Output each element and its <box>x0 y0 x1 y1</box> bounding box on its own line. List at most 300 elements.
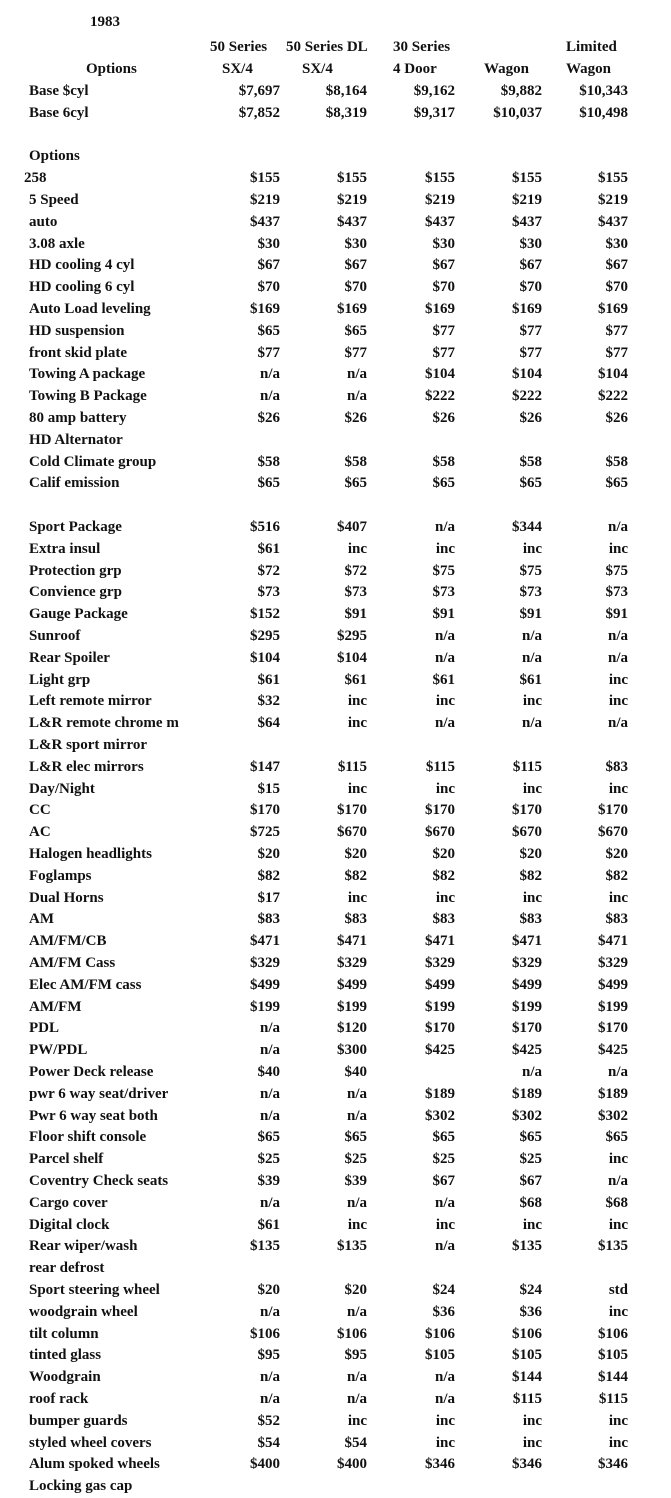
price-cell: $61 <box>257 671 280 688</box>
price-cell: inc <box>347 693 367 710</box>
price-cell: $73 <box>605 584 628 601</box>
price-cell: $329 <box>512 955 542 971</box>
price-cell: $61 <box>257 540 280 557</box>
price-cell: $77 <box>605 344 628 361</box>
table-row <box>0 168 671 190</box>
price-cell: $300 <box>337 1042 367 1059</box>
row-label: HD suspension <box>29 322 125 339</box>
price-cell: n/a <box>521 715 542 732</box>
table-row <box>0 648 671 670</box>
price-cell: $26 <box>605 410 628 426</box>
price-cell: $77 <box>432 322 455 339</box>
row-label: Locking gas cap <box>29 1478 133 1495</box>
price-cell: inc <box>435 693 455 710</box>
price-cell: $106 <box>250 1325 280 1342</box>
row-label: Sunroof <box>29 628 81 644</box>
price-cell: $75 <box>605 562 628 579</box>
table-row <box>0 473 671 495</box>
price-cell: n/a <box>259 1391 280 1407</box>
price-cell: $147 <box>250 758 280 775</box>
table-row <box>0 321 671 343</box>
price-cell: $104 <box>512 366 542 383</box>
price-cell: $65 <box>432 475 455 492</box>
price-cell: $105 <box>425 1347 455 1364</box>
price-cell: $82 <box>519 867 542 884</box>
price-cell: $40 <box>344 1064 367 1080</box>
column-header-line2: Wagon <box>566 61 612 77</box>
table-row <box>0 691 671 713</box>
row-label: PDL <box>29 1020 59 1037</box>
price-cell: $20 <box>519 846 542 862</box>
price-cell: $425 <box>425 1042 455 1059</box>
price-cell: $10,343 <box>579 83 628 99</box>
price-cell: n/a <box>607 649 628 666</box>
price-cell: $170 <box>512 802 542 819</box>
price-cell: $199 <box>250 998 280 1015</box>
price-cell: inc <box>435 1434 455 1451</box>
table-row <box>0 582 671 604</box>
price-cell: $219 <box>512 192 542 208</box>
price-cell: $169 <box>512 301 542 317</box>
column-header-line1: 30 Series <box>393 39 451 55</box>
price-cell: $516 <box>250 519 280 535</box>
row-label: Woodgrain <box>29 1369 101 1386</box>
price-cell: $67 <box>257 257 280 274</box>
price-cell: $106 <box>425 1325 455 1342</box>
table-row <box>0 626 671 648</box>
price-cell: $170 <box>337 802 367 819</box>
table-row <box>0 1149 671 1171</box>
table-row <box>0 800 671 822</box>
price-cell: $26 <box>432 410 455 426</box>
price-cell: $144 <box>598 1369 628 1386</box>
row-label: Digital clock <box>29 1216 110 1233</box>
row-label: Convience grp <box>29 584 122 601</box>
table-row <box>0 1018 671 1040</box>
price-cell: n/a <box>346 1107 367 1124</box>
price-cell: $20 <box>344 1282 367 1298</box>
table-row <box>0 1454 671 1476</box>
price-cell: $104 <box>250 649 280 666</box>
price-cell: $471 <box>250 933 280 950</box>
row-label: Floor shift console <box>29 1129 147 1146</box>
price-cell: $295 <box>337 628 367 644</box>
row-label: Left remote mirror <box>29 693 152 710</box>
price-cell: $58 <box>605 453 628 470</box>
price-cell: $155 <box>425 170 455 187</box>
price-cell: n/a <box>346 1369 367 1386</box>
price-cell: $155 <box>598 170 628 187</box>
price-cell: $219 <box>598 192 628 208</box>
price-cell: n/a <box>607 1064 628 1080</box>
price-cell: $61 <box>257 1216 280 1233</box>
price-cell: $26 <box>519 410 542 426</box>
price-cell: inc <box>347 1216 367 1233</box>
price-cell: $400 <box>250 1456 280 1473</box>
price-cell: n/a <box>259 388 280 405</box>
price-cell: n/a <box>434 1391 455 1407</box>
table-row <box>0 299 671 321</box>
price-cell: $15 <box>257 780 280 797</box>
row-label: Rear Spoiler <box>29 649 110 666</box>
price-cell: $170 <box>425 802 455 819</box>
table-row <box>0 561 671 583</box>
row-label: front skid plate <box>29 344 128 361</box>
price-cell: $65 <box>257 1129 280 1146</box>
row-label: 80 amp battery <box>29 410 127 426</box>
price-cell: $155 <box>250 170 280 187</box>
price-cell: inc <box>522 1412 542 1429</box>
price-cell: n/a <box>607 1173 628 1189</box>
price-cell: $20 <box>432 846 455 862</box>
price-cell: n/a <box>346 1303 367 1320</box>
row-label: Extra insul <box>29 540 101 557</box>
table-row <box>0 997 671 1019</box>
row-label: Towing B Package <box>29 388 147 405</box>
price-cell: $155 <box>512 170 542 187</box>
row-label: L&R sport mirror <box>29 737 148 753</box>
table-row <box>0 1411 671 1433</box>
price-cell: inc <box>608 693 628 710</box>
row-label: 5 Speed <box>29 192 79 208</box>
price-cell: $499 <box>425 976 455 993</box>
table-row <box>0 822 671 844</box>
price-cell: $70 <box>257 279 280 296</box>
price-cell: n/a <box>259 1107 280 1124</box>
price-cell: $30 <box>344 235 367 252</box>
row-label: HD cooling 4 cyl <box>29 257 135 274</box>
price-cell: $83 <box>519 911 542 928</box>
row-label: Elec AM/FM cass <box>29 976 142 993</box>
price-cell: $77 <box>519 322 542 339</box>
price-cell: inc <box>608 1303 628 1320</box>
price-cell: $52 <box>257 1412 280 1429</box>
price-cell: $25 <box>519 1151 542 1168</box>
price-cell: $75 <box>519 562 542 579</box>
price-cell: $725 <box>250 824 280 841</box>
price-cell: $25 <box>432 1151 455 1168</box>
table-row <box>0 1433 671 1455</box>
price-cell: $106 <box>337 1325 367 1342</box>
table-row <box>0 1236 671 1258</box>
price-cell: $83 <box>257 911 280 928</box>
row-label: pwr 6 way seat/driver <box>29 1085 169 1102</box>
price-cell: $95 <box>344 1347 367 1364</box>
price-cell: $67 <box>432 257 455 274</box>
price-cell: n/a <box>346 366 367 383</box>
row-label: HD Alternator <box>29 431 123 448</box>
price-cell: $83 <box>432 911 455 928</box>
column-header-line2: Wagon <box>484 61 530 77</box>
row-label: CC <box>29 802 51 819</box>
price-cell: n/a <box>434 1369 455 1386</box>
price-cell: $30 <box>605 235 628 252</box>
price-cell: $437 <box>250 213 280 230</box>
row-label: AM/FM <box>29 998 82 1015</box>
price-cell: $61 <box>432 671 455 688</box>
price-cell: $105 <box>598 1347 628 1364</box>
price-cell: $75 <box>432 562 455 579</box>
row-label: Auto Load leveling <box>29 301 151 317</box>
price-cell: $425 <box>598 1042 628 1059</box>
price-cell: $73 <box>344 584 367 601</box>
price-cell: $8,319 <box>325 104 367 121</box>
price-cell: $329 <box>250 955 280 971</box>
price-cell: inc <box>522 540 542 557</box>
price-cell: $670 <box>512 824 542 841</box>
price-cell: n/a <box>607 519 628 535</box>
price-cell: $189 <box>512 1085 542 1102</box>
price-cell: $61 <box>519 671 542 688</box>
price-cell: $400 <box>337 1456 367 1473</box>
price-cell: $65 <box>344 1129 367 1146</box>
price-cell: $152 <box>250 606 280 623</box>
table-row <box>0 1040 671 1062</box>
price-cell: $471 <box>425 933 455 950</box>
table-row <box>0 975 671 997</box>
price-cell: $219 <box>425 192 455 208</box>
price-cell: $26 <box>344 410 367 426</box>
price-cell: $30 <box>519 235 542 252</box>
price-cell: $10,498 <box>579 104 628 121</box>
price-cell: $115 <box>337 758 367 775</box>
price-cell: $329 <box>598 955 628 971</box>
price-cell: $7,697 <box>238 83 280 99</box>
table-row <box>0 1062 671 1084</box>
price-cell: inc <box>608 540 628 557</box>
row-label: AM/FM Cass <box>29 955 116 971</box>
price-cell: $115 <box>598 1391 628 1407</box>
price-cell: $295 <box>250 628 280 644</box>
price-cell: $67 <box>519 257 542 274</box>
price-cell: n/a <box>434 1194 455 1211</box>
row-label: Base 6cyl <box>29 104 89 121</box>
table-row <box>0 1280 671 1302</box>
price-cell: $67 <box>605 257 628 274</box>
price-cell: $199 <box>598 998 628 1015</box>
price-cell: $77 <box>344 344 367 361</box>
price-cell: $346 <box>512 1456 542 1473</box>
price-cell: $222 <box>425 388 455 405</box>
price-cell: n/a <box>607 628 628 644</box>
row-label: Cargo cover <box>29 1194 108 1211</box>
table-row <box>0 931 671 953</box>
table-row <box>0 757 671 779</box>
table-row <box>0 1127 671 1149</box>
price-cell: $115 <box>425 758 455 775</box>
price-cell: $72 <box>257 562 280 579</box>
table-row <box>0 1258 671 1280</box>
price-cell: $499 <box>512 976 542 993</box>
price-cell: $106 <box>512 1325 542 1342</box>
price-cell: $106 <box>598 1325 628 1342</box>
price-cell: $20 <box>257 1282 280 1298</box>
price-cell: inc <box>347 1412 367 1429</box>
price-cell: $83 <box>344 911 367 928</box>
price-cell: $36 <box>519 1303 542 1320</box>
row-label: Foglamps <box>29 867 92 884</box>
price-cell: $302 <box>425 1107 455 1124</box>
price-cell: inc <box>608 1216 628 1233</box>
price-cell: $170 <box>250 802 280 819</box>
row-label: Options <box>29 148 80 165</box>
price-cell: $344 <box>512 519 542 535</box>
table-row <box>0 1389 671 1411</box>
price-cell: $65 <box>257 475 280 492</box>
price-cell: inc <box>435 780 455 797</box>
price-cell: $54 <box>257 1434 280 1451</box>
table-row <box>0 539 671 561</box>
price-cell: n/a <box>259 1369 280 1386</box>
price-cell: $77 <box>432 344 455 361</box>
row-label: Sport steering wheel <box>29 1282 160 1298</box>
price-cell: $7,852 <box>238 104 280 121</box>
price-cell: $302 <box>598 1107 628 1124</box>
table-row <box>0 1324 671 1346</box>
price-cell: inc <box>347 889 367 906</box>
price-cell: $24 <box>519 1282 542 1298</box>
table-row <box>0 909 671 931</box>
column-header-line1: 50 Series <box>210 39 268 55</box>
price-cell: $169 <box>337 301 367 317</box>
row-label: PW/PDL <box>29 1042 88 1059</box>
price-cell: $471 <box>598 933 628 950</box>
price-cell: $104 <box>337 649 367 666</box>
price-cell: $199 <box>512 998 542 1015</box>
price-cell: $40 <box>257 1064 280 1080</box>
price-cell: $222 <box>598 388 628 405</box>
price-cell: $169 <box>250 301 280 317</box>
price-cell: $77 <box>519 344 542 361</box>
row-label: bumper guards <box>29 1412 128 1429</box>
price-cell: $135 <box>512 1238 542 1255</box>
row-label: Power Deck release <box>29 1064 154 1080</box>
price-cell: $65 <box>257 322 280 339</box>
price-cell: inc <box>347 715 367 732</box>
row-label: Day/Night <box>29 780 95 797</box>
price-cell: $83 <box>605 911 628 928</box>
price-cell: inc <box>608 1434 628 1451</box>
row-label: HD cooling 6 cyl <box>29 279 135 296</box>
table-row <box>0 1302 671 1324</box>
price-cell: $68 <box>605 1194 628 1211</box>
table-row <box>0 953 671 975</box>
price-cell: n/a <box>259 1020 280 1037</box>
table-row <box>0 844 671 866</box>
price-cell: $77 <box>605 322 628 339</box>
price-cell: $670 <box>425 824 455 841</box>
column-header-line1: Limited <box>566 39 617 55</box>
price-cell: $65 <box>605 475 628 492</box>
price-cell: $471 <box>337 933 367 950</box>
price-cell: $58 <box>432 453 455 470</box>
price-cell: inc <box>522 889 542 906</box>
table-row <box>0 430 671 452</box>
price-cell: n/a <box>434 649 455 666</box>
row-label: Base $cyl <box>29 83 89 99</box>
price-cell: $199 <box>425 998 455 1015</box>
price-cell: $65 <box>519 1129 542 1146</box>
price-cell: $437 <box>512 213 542 230</box>
price-cell: $64 <box>257 715 280 732</box>
price-cell: $65 <box>344 475 367 492</box>
row-label: woodgrain wheel <box>29 1303 138 1320</box>
price-cell: $471 <box>512 933 542 950</box>
price-cell: n/a <box>259 1303 280 1320</box>
price-cell: $189 <box>598 1085 628 1102</box>
table-row <box>0 1171 671 1193</box>
price-cell: n/a <box>434 628 455 644</box>
row-label: Towing A package <box>29 366 146 383</box>
price-cell: $499 <box>337 976 367 993</box>
price-cell: $222 <box>512 388 542 405</box>
price-cell: $70 <box>432 279 455 296</box>
price-cell: inc <box>608 671 628 688</box>
row-label: AM <box>29 911 54 928</box>
price-cell: $20 <box>605 846 628 862</box>
price-cell: $199 <box>337 998 367 1015</box>
column-header-line2: SX/4 <box>222 61 253 77</box>
row-label: Calif emission <box>29 475 120 492</box>
price-cell: $135 <box>250 1238 280 1255</box>
price-cell: $105 <box>512 1347 542 1364</box>
price-cell: $329 <box>425 955 455 971</box>
price-cell: $8,164 <box>325 83 367 99</box>
price-cell: inc <box>608 1412 628 1429</box>
row-label: L&R remote chrome m <box>29 715 179 732</box>
price-cell: $20 <box>344 846 367 862</box>
year-title: 1983 <box>90 14 120 30</box>
table-row <box>0 1215 671 1237</box>
price-cell: $135 <box>598 1238 628 1255</box>
price-cell: n/a <box>607 715 628 732</box>
price-cell: $67 <box>344 257 367 274</box>
table-row <box>0 364 671 386</box>
price-cell: $170 <box>598 802 628 819</box>
row-label: 258 <box>24 170 47 187</box>
price-cell: $73 <box>432 584 455 601</box>
price-cell: inc <box>522 1434 542 1451</box>
row-label: Light grp <box>29 671 91 688</box>
table-row <box>0 255 671 277</box>
row-label: tilt column <box>29 1325 99 1342</box>
price-cell: $120 <box>337 1020 367 1037</box>
price-cell: $9,162 <box>413 83 455 99</box>
price-cell: $58 <box>344 453 367 470</box>
price-cell: $30 <box>432 235 455 252</box>
price-cell: $499 <box>598 976 628 993</box>
table-row <box>0 1193 671 1215</box>
row-label: L&R elec mirrors <box>29 758 144 775</box>
price-cell: $9,882 <box>500 83 542 99</box>
price-cell: $65 <box>605 1129 628 1146</box>
price-cell: $58 <box>519 453 542 470</box>
price-cell: $407 <box>337 519 367 535</box>
price-cell: n/a <box>346 1194 367 1211</box>
row-label: Rear wiper/wash <box>29 1238 138 1255</box>
table-row <box>0 408 671 430</box>
column-header-line2: 4 Door <box>393 61 437 77</box>
row-label: Coventry Check seats <box>29 1173 169 1189</box>
table-row <box>0 735 671 757</box>
price-cell: $91 <box>432 606 455 623</box>
row-label: Protection grp <box>29 562 122 579</box>
price-cell: $58 <box>257 453 280 470</box>
price-cell: $499 <box>250 976 280 993</box>
table-row <box>0 1367 671 1389</box>
price-cell: inc <box>608 1151 628 1168</box>
table-row <box>0 212 671 234</box>
